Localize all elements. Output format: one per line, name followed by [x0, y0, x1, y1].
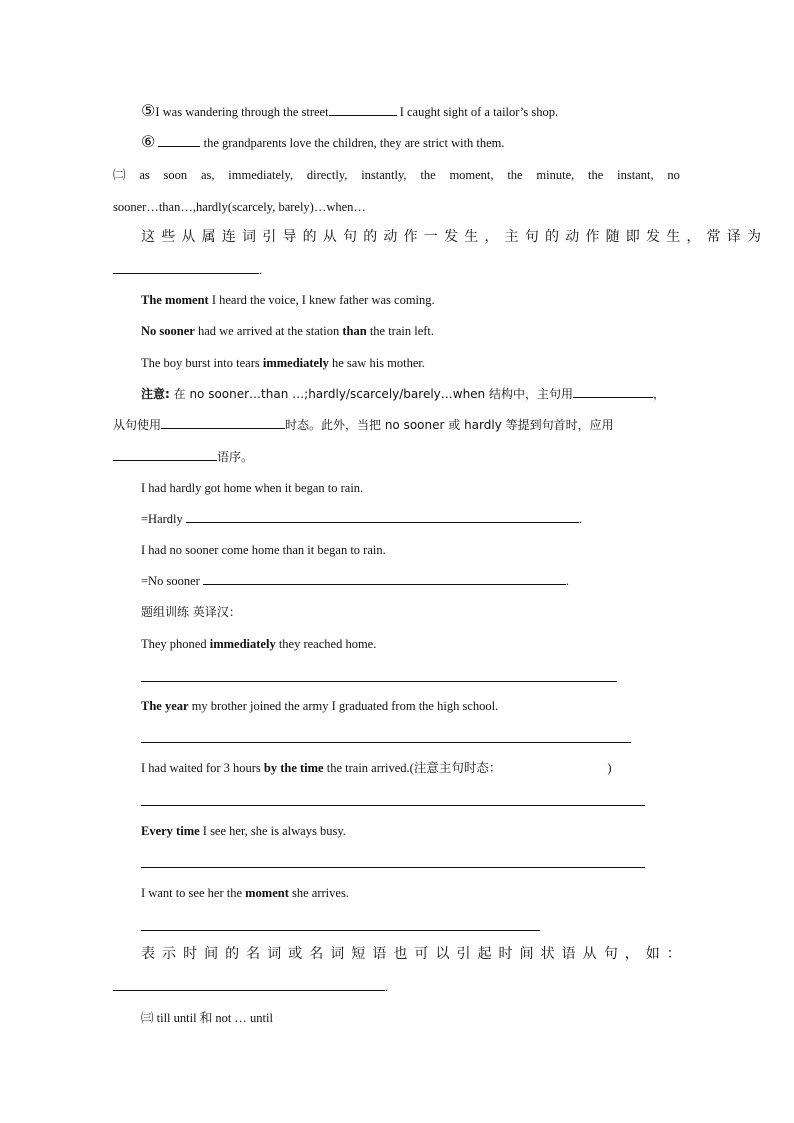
section-2-word: no: [667, 168, 680, 182]
section-2-word: the: [588, 168, 604, 182]
note-line-1: 注意: 在 no sooner…than …;hardly/scarcely/barely…when 结构中，主句用 ，: [141, 387, 665, 401]
rewrite-2-original: I had no sooner come home than it began to rain.: [141, 543, 386, 557]
rewrite-1-prompt: =Hardly .: [141, 512, 583, 526]
drill-item-2-answer-line[interactable]: [141, 742, 631, 743]
exercise-5: [141, 104, 794, 120]
example-2-bold: No sooner: [141, 324, 195, 338]
drill-item-5-answer-line[interactable]: [141, 930, 540, 931]
rewrite-2-prompt: =No sooner .: [141, 574, 570, 588]
exercise-5-text-after: I caught sight of a tailor’s shop.: [396, 105, 559, 119]
section-2-word: soon: [163, 168, 188, 182]
section-3-marker: ㈢: [141, 1011, 154, 1025]
note-blank-word-order[interactable]: [113, 449, 217, 461]
example-2: No sooner had we arrived at the station than the train left.: [141, 324, 435, 338]
example-3: The boy burst into tears immediately he saw his mother.: [141, 356, 425, 370]
drill-item-2: The year my brother joined the army I graduated from the high school.: [141, 699, 499, 713]
rewrite-2-blank[interactable]: [203, 573, 566, 585]
section-2-marker: ㈡: [113, 168, 126, 182]
note-label: 注意:: [141, 387, 170, 401]
drill-item-4: Every time I see her, she is always busy.: [141, 824, 346, 838]
note-blank-main-clause[interactable]: [573, 386, 653, 398]
translation-blank[interactable]: [113, 262, 259, 274]
drill-item-3: I had waited for 3 hours by the time the train arrived.(注意主句时态： ): [141, 761, 612, 775]
rewrite-1-original: I had hardly got home when it began to rain.: [141, 481, 364, 495]
example-1: The moment I heard the voice, I knew father was coming.: [141, 293, 435, 307]
noun-phrase-blank[interactable]: [113, 979, 385, 991]
circled-number-5: ⑤: [141, 103, 156, 120]
note-line-3: 语序。: [113, 449, 794, 465]
drill-item-5: I want to see her the moment she arrives.: [141, 886, 349, 900]
drill-item-1-answer-line[interactable]: [141, 681, 617, 682]
section-2-word: immediately,: [228, 168, 294, 182]
circled-number-6: ⑥: [141, 134, 156, 151]
note-blank-sub-clause[interactable]: [161, 417, 285, 429]
section-2-description: 这些从属连词引导的从句的动作一发生，主句的动作随即发生，常译为: [141, 229, 768, 245]
section-2-word: moment,: [449, 168, 494, 182]
exercise-5-blank[interactable]: [329, 104, 397, 116]
section-2-word: the: [420, 168, 436, 182]
noun-phrase-description: 表 示 时 间 的 名 词 或 名 词 短 语 也 可 以 引 起 时 间 状 语 从 句 ， 如 ：: [141, 946, 681, 962]
exercise-5-text-before: I was wandering through the street: [155, 105, 329, 119]
section-2-header: [113, 167, 680, 183]
drill-item-3-answer-line[interactable]: [141, 805, 645, 806]
drill-item-4-answer-line[interactable]: [141, 867, 645, 868]
rewrite-1-blank[interactable]: [186, 511, 579, 523]
section-2-header-line2: sooner…than…,hardly(scarcely, barely)…when…: [113, 200, 366, 214]
example-1-bold: The moment: [141, 293, 209, 307]
section-2-word: instantly,: [361, 168, 407, 182]
noun-phrase-blank-line: .: [113, 979, 794, 995]
exercise-6-blank[interactable]: [158, 135, 200, 147]
section-2-word: minute,: [536, 168, 575, 182]
drill-title: 题组训练 英译汉：: [141, 605, 241, 619]
exercise-6: [141, 135, 794, 151]
exercise-6-text-after: the grandparents love the children, they are strict with them.: [200, 136, 505, 150]
section-2-word: as,: [200, 168, 215, 182]
section-2-description-blank-line: .: [113, 262, 794, 278]
drill-item-1: They phoned immediately they reached home.: [141, 637, 377, 651]
section-2-word: the: [507, 168, 523, 182]
example-3-bold: immediately: [262, 356, 329, 370]
note-line-2: 从句使用 时态。此外，当把 no sooner 或 hardly 等提到句首时，应用: [113, 418, 614, 432]
section-3-header: ㈢ till until 和 not … until: [141, 1011, 273, 1025]
section-2-word: as: [139, 168, 150, 182]
section-2-word: instant,: [617, 168, 654, 182]
section-2-word: directly,: [306, 168, 348, 182]
